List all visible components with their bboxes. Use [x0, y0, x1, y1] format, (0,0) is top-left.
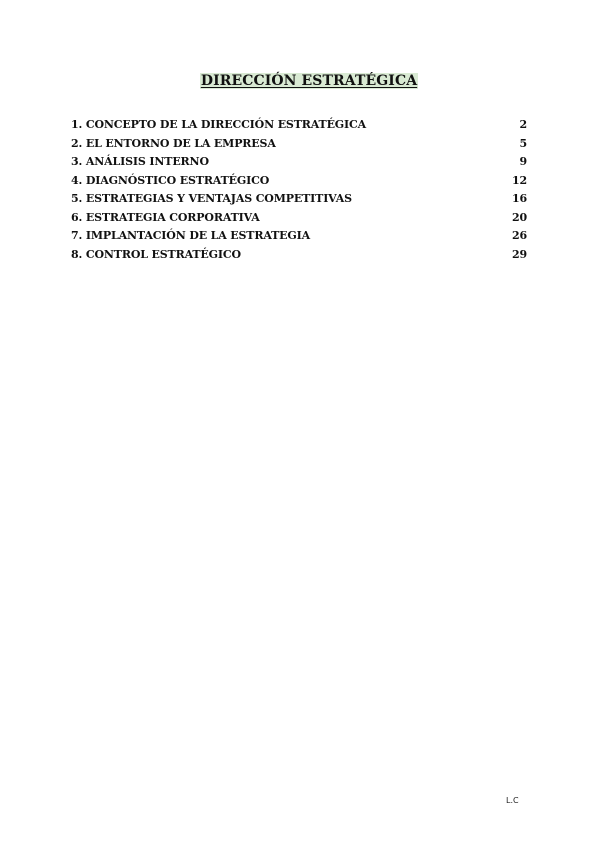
toc-entry-page: 26 [511, 229, 527, 242]
toc-entry-page: 20 [511, 210, 527, 224]
toc-entry [71, 137, 527, 156]
toc-entry [71, 174, 527, 193]
table-of-contents [71, 118, 527, 266]
toc-entry-label: 4. DIAGNÓSTICO ESTRATÉGICO [71, 173, 270, 187]
toc-entry-page: 2 [519, 118, 527, 131]
toc-entry-label: 6. ESTRATEGIA CORPORATIVA [71, 210, 260, 224]
toc-entry-label: 3. ANÁLISIS INTERNO [71, 155, 209, 168]
toc-entry-label: 1. CONCEPTO DE LA DIRECCIÓN ESTRATÉGICA [71, 118, 367, 131]
toc-entry [71, 155, 527, 174]
toc-entry [71, 248, 527, 267]
toc-entry-label: 8. CONTROL ESTRATÉGICO [71, 247, 241, 261]
toc-entry-label: 5. ESTRATEGIAS Y VENTAJAS COMPETITIVAS [71, 192, 352, 205]
toc-entry-page: 9 [519, 155, 527, 168]
toc-entry [71, 192, 527, 211]
toc-entry-label: 7. IMPLANTACIÓN DE LA ESTRATEGIA [71, 229, 310, 242]
toc-entry-page: 16 [511, 192, 527, 205]
toc-entry [71, 211, 527, 230]
footer-initials: L.C [506, 796, 519, 805]
document-title-text: DIRECCIÓN ESTRATÉGICA [200, 73, 418, 89]
toc-entry-page: 12 [511, 173, 527, 187]
toc-entry [71, 118, 527, 137]
toc-entry-label: 2. EL ENTORNO DE LA EMPRESA [71, 136, 276, 150]
toc-entry-page: 5 [519, 136, 527, 150]
toc-entry-page: 29 [511, 247, 527, 261]
toc-entry [71, 229, 527, 248]
document-title [0, 73, 600, 89]
